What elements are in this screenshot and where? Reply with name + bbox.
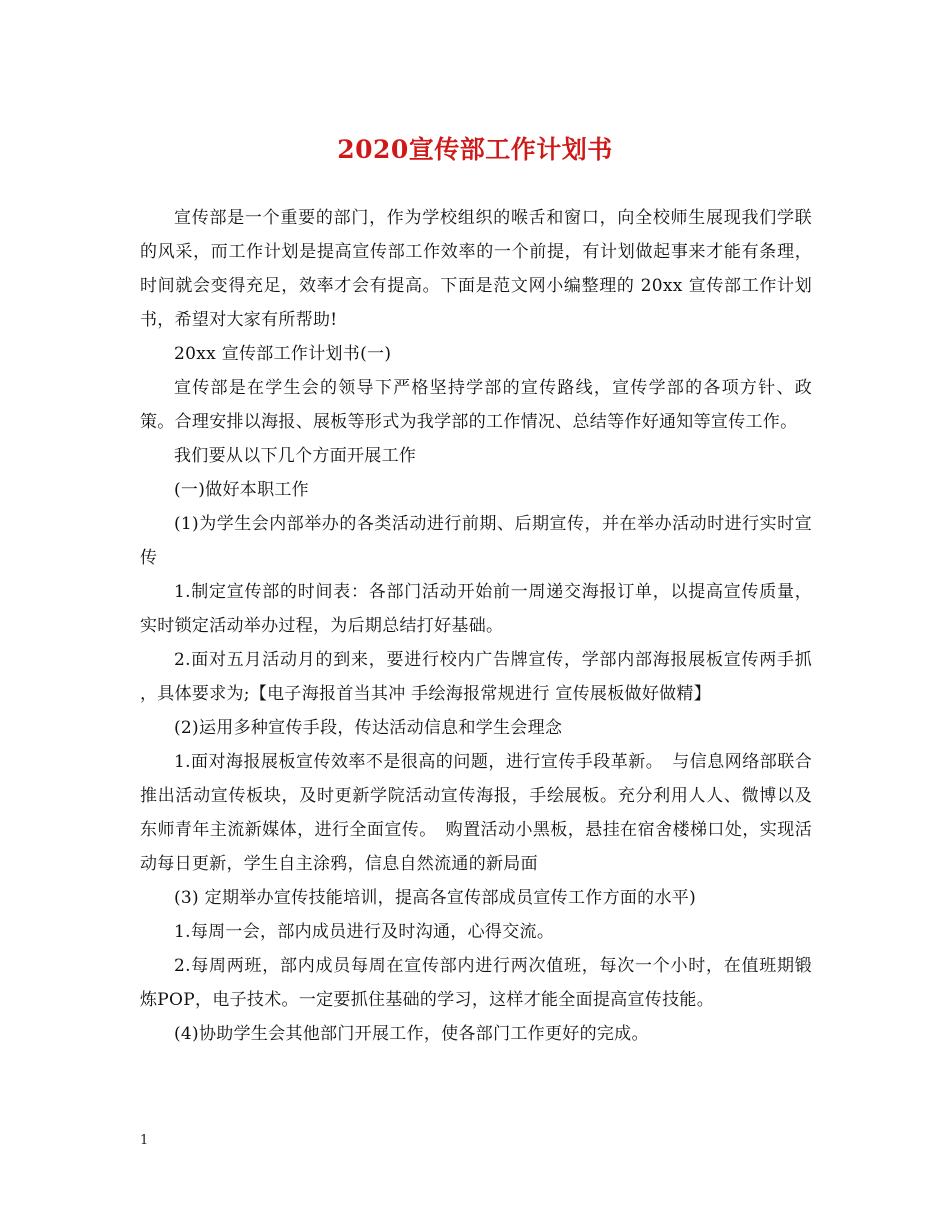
paragraph-item-2: (2)运用多种宣传手段，传达活动信息和学生会理念 — [174, 718, 563, 738]
paragraph-item-3-1: 1.每周一会，部内成员进行及时沟通，心得交流。 — [174, 922, 555, 942]
paragraph-item-3: (3) 定期举办宣传技能培训，提高各宣传部成员宣传工作方面的水平) — [174, 888, 697, 908]
paragraph-work-aspects: 我们要从以下几个方面开展工作 — [174, 446, 417, 466]
paragraph-item-3-2: 2.每周两班，部内成员每周在宣传部内进行两次值班，每次一个小时，在值班期锻炼POP，电子技术。一定要抓住基础的学习，这样才能全面提高宣传技能。 — [140, 956, 812, 1010]
paragraph-item-1: (1)为学生会内部举办的各类活动进行前期、后期宣传，并在举办活动时进行实时宣传 — [140, 514, 812, 568]
paragraph-section-one: (一)做好本职工作 — [174, 480, 309, 500]
paragraph-department-role: 宣传部是在学生会的领导下严格坚持学部的宣传路线，宣传学部的各项方针、政策。合理安排以海报、展板等形式为我学部的工作情况、总结等作好通知等宣传工作。 — [140, 378, 812, 432]
paragraph-plan-heading: 20xx 宣传部工作计划书(一) — [174, 344, 392, 364]
document-title: 2020宣传部工作计划书 — [337, 135, 613, 164]
paragraph-item-1-1: 1.制定宣传部的时间表：各部门活动开始前一周递交海报订单，以提高宣传质量，实时锁定活动举办过程，为后期总结打好基础。 — [140, 582, 812, 636]
page-number: 1 — [140, 1133, 149, 1148]
paragraph-item-1-2: 2.面对五月活动月的到来，要进行校内广告牌宣传，学部内部海报展板宣传两手抓 ，具体要求为;【电子海报首当其冲 手绘海报常规进行 宣传展板做好做精】 — [140, 650, 818, 704]
document-body — [140, 201, 818, 1051]
paragraph-item-4: (4)协助学生会其他部门开展工作，使各部门工作更好的完成。 — [174, 1024, 649, 1044]
paragraph-intro: 宣传部是一个重要的部门，作为学校组织的喉舌和窗口，向全校师生展现我们学联的风采，而工作计划是提高宣传部工作效率的一个前提，有计划做起事来才能有条理，时间就会变得充足，效率才会有提高。下面是范文网小编整理的 20xx 宣传部工作计划书，希望对大家有所帮助! — [140, 208, 812, 330]
paragraph-item-2-1: 1.面对海报展板宣传效率不是很高的问题，进行宣传手段革新。 与信息网络部联合推出活动宣传板块，及时更新学院活动宣传海报，手绘展板。充分利用人人、微博以及东师青年主流新媒体，进行全面宣传。 购置活动小黑板，悬挂在宿舍楼梯口处，实现活动每日更新，学生自主涂鸦，信息自然流通的新局面 — [140, 752, 812, 874]
